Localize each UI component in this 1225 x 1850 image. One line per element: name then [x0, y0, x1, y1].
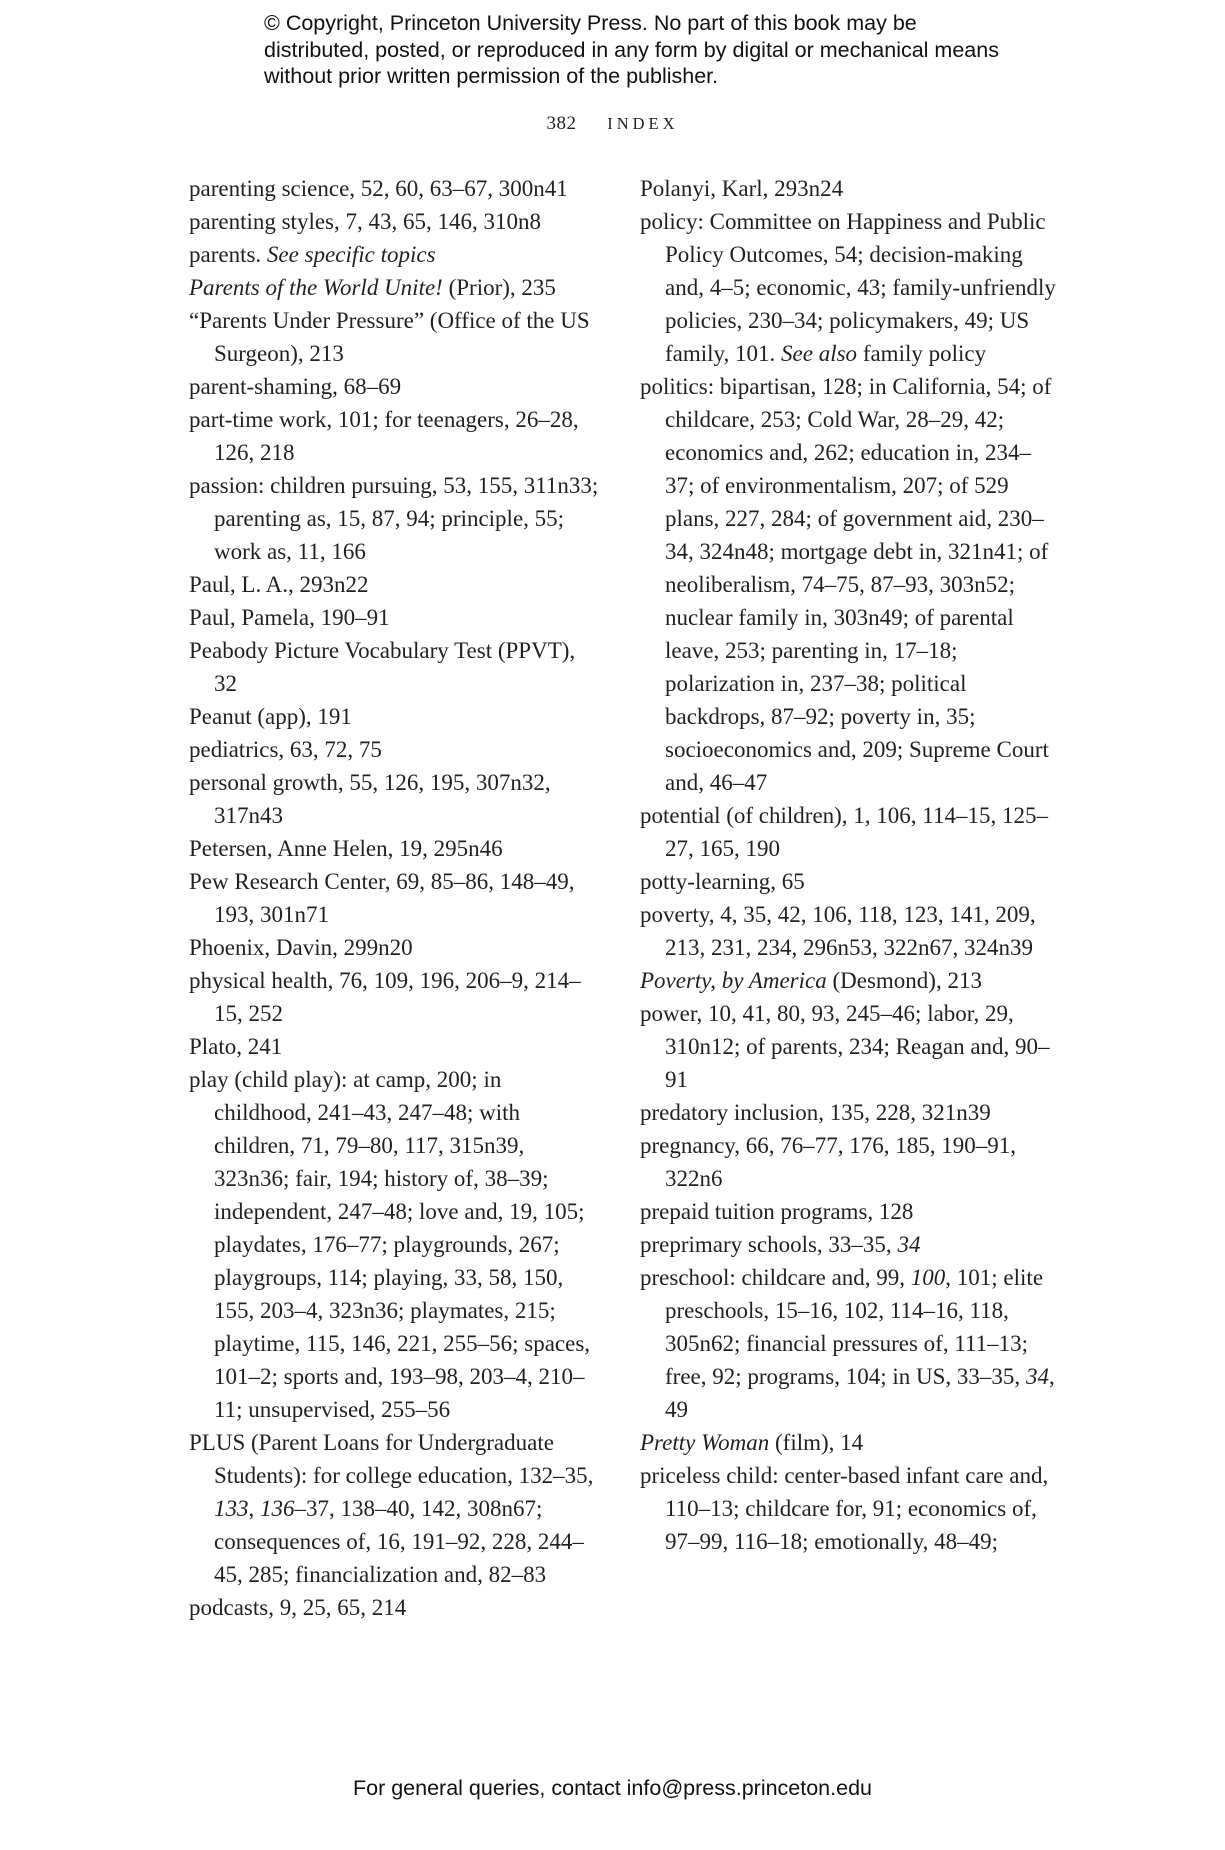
index-entry-text: physical health, 76, 109, 196, 206–9, 214–15, 252 [189, 968, 581, 1026]
index-entry [640, 1459, 1060, 1558]
index-entry-text: parenting styles, 7, 43, 65, 146, 310n8 [189, 209, 541, 234]
index-entry [189, 403, 599, 469]
index-entry-text: potential (of children), 1, 106, 114–15, 125–27, 165, 190 [640, 803, 1048, 861]
index-entry-text: priceless child: center-based infant care and, 110–13; childcare for, 91; economics of, 97–99, 116–18; emotionally, 48–49; [640, 1463, 1049, 1554]
index-entry [640, 1228, 1060, 1261]
section-title: INDEX [607, 114, 679, 133]
index-entry [640, 205, 1060, 370]
index-entry-text: Phoenix, Davin, 299n20 [189, 935, 413, 960]
index-entry-text: Petersen, Anne Helen, 19, 295n46 [189, 836, 503, 861]
index-column-right [640, 172, 1060, 1558]
index-entry-text: Pew Research Center, 69, 85–86, 148–49, 193, 301n71 [189, 869, 575, 927]
index-entry-text: parent-shaming, 68–69 [189, 374, 402, 399]
index-entry [189, 271, 599, 304]
index-entry [640, 172, 1060, 205]
index-entry [189, 865, 599, 931]
index-entry [189, 469, 599, 568]
index-entry-text: play (child play): at camp, 200; in childhood, 241–43, 247–48; with children, 71, 79–80, 117, 315n39, 323n36; fair, 194; history of, 38–39; independent, 247–48; love and, 19, 105; playdates, 176–77; playgrounds, 267; playgroups, 114; playing, 33, 58, 150, 155, 203–4, 323n36; playmates, 215; playtime, 115, 146, 221, 255–56; spaces, 101–2; sports and, 193–98, 203–4, 210–11; unsupervised, 255–56 [189, 1067, 591, 1422]
index-entry [189, 931, 599, 964]
index-entry-italic: 133 [214, 1496, 249, 1521]
index-entry-text: , 49 [665, 1364, 1055, 1422]
index-entry-italic: 34 [1025, 1364, 1049, 1389]
index-entry [189, 700, 599, 733]
index-entry-text: –37, 138–40, 142, 308n67; consequences of, 16, 191–92, 228, 244–45, 285; financialization and, 82–83 [214, 1496, 584, 1587]
index-entry-text: Polanyi, Karl, 293n24 [640, 176, 844, 201]
index-entry [189, 766, 599, 832]
index-entry [189, 832, 599, 865]
index-entry-text: (film), 14 [769, 1430, 864, 1455]
index-entry-text: parents. [189, 242, 267, 267]
index-entry [189, 304, 599, 370]
index-entry-text: Paul, Pamela, 190–91 [189, 605, 390, 630]
index-entry-italic: 100 [910, 1265, 946, 1290]
index-entry-text: personal growth, 55, 126, 195, 307n32, 317n43 [189, 770, 551, 828]
index-entry [640, 964, 1060, 997]
index-entry-text: predatory inclusion, 135, 228, 321n39 [640, 1100, 991, 1125]
index-entry [189, 1063, 599, 1426]
index-entry-text: “Parents Under Pressure” (Office of the US Surgeon), 213 [189, 308, 590, 366]
index-entry-text: preprimary schools, 33–35, [640, 1232, 898, 1257]
index-entry [640, 1261, 1060, 1426]
index-entry [640, 370, 1060, 799]
index-entry [640, 1195, 1060, 1228]
index-entry [640, 865, 1060, 898]
index-entry-text: power, 10, 41, 80, 93, 245–46; labor, 29, 310n12; of parents, 234; Reagan and, 90–91 [640, 1001, 1050, 1092]
index-entry-text: Plato, 241 [189, 1034, 283, 1059]
index-entry [640, 1129, 1060, 1195]
index-entry [189, 238, 599, 271]
index-entry [189, 370, 599, 403]
index-entry [189, 634, 599, 700]
index-entry-italic: 136 [260, 1496, 295, 1521]
index-entry-text: poverty, 4, 35, 42, 106, 118, 123, 141, 209, 213, 231, 234, 296n53, 322n67, 324n39 [640, 902, 1036, 960]
index-entry [640, 1426, 1060, 1459]
index-entry-italic: 34 [897, 1232, 921, 1257]
index-entry-text: PLUS (Parent Loans for Undergraduate Students): for college education, 132–35, [189, 1430, 594, 1488]
index-entry-text: (Prior), 235 [442, 275, 556, 300]
index-entry [189, 1030, 599, 1063]
running-head [0, 113, 1225, 135]
index-entry [640, 1096, 1060, 1129]
index-entry-text: parenting science, 52, 60, 63–67, 300n41 [189, 176, 568, 201]
index-entry-text: policy: Committee on Happiness and Public Policy Outcomes, 54; decision-making and, 4–5; economic, 43; family-unfriendly policies, 230–34; policymakers, 49; US family, 101. [640, 209, 1056, 366]
index-entry [189, 964, 599, 1030]
index-entry-text: Peabody Picture Vocabulary Test (PPVT), 32 [189, 638, 576, 696]
index-entry-text: passion: children pursuing, 53, 155, 311n33; parenting as, 15, 87, 94; principle, 55; work as, 11, 166 [189, 473, 599, 564]
index-entry-text: , [248, 1496, 260, 1521]
index-entry [640, 799, 1060, 865]
index-entry-text: Paul, L. A., 293n22 [189, 572, 369, 597]
index-entry-text: (Desmond), 213 [826, 968, 982, 993]
index-entry-italic: Parents of the World Unite! [189, 275, 443, 300]
index-entry-text: potty-learning, 65 [640, 869, 805, 894]
index-entry-text: pediatrics, 63, 72, 75 [189, 737, 382, 762]
index-entry-italic: See specific topics [266, 242, 436, 267]
index-entry [189, 1591, 599, 1624]
index-entry-text: preschool: childcare and, 99, [640, 1265, 911, 1290]
index-entry [189, 172, 599, 205]
index-entry-text: family policy [857, 341, 987, 366]
index-entry-italic: Pretty Woman [640, 1430, 770, 1455]
footer-contact: For general queries, contact info@press.princeton.edu [352, 1776, 872, 1800]
index-entry [640, 997, 1060, 1096]
index-entry [189, 205, 599, 238]
index-entry-text: podcasts, 9, 25, 65, 214 [189, 1595, 407, 1620]
index-entry [189, 568, 599, 601]
copyright-notice: © Copyright, Princeton University Press. No part of this book may be distributed, posted, or reproduced in any form by digital or mechanical means without prior written permission of the publisher. [264, 11, 999, 88]
index-entry [189, 733, 599, 766]
index-column-left [189, 172, 599, 1624]
page-number: 382 [546, 113, 577, 134]
index-entry-text: , 101; elite preschools, 15–16, 102, 114–16, 118, 305n62; financial pressures of, 111–13; free, 92; programs, 104; in US, 33–35, [665, 1265, 1044, 1389]
index-entry [189, 1426, 599, 1591]
index-entry-text: pregnancy, 66, 76–77, 176, 185, 190–91, 322n6 [640, 1133, 1017, 1191]
index-entry [640, 898, 1060, 964]
index-entry-text: politics: bipartisan, 128; in California, 54; of childcare, 253; Cold War, 28–29, 42; economics and, 262; education in, 234–37; of environmentalism, 207; of 529 plans, 227, 284; of government aid, 230–34, 324n48; mortgage debt in, 321n41; of neoliberalism, 74–75, 87–93, 303n52; nuclear family in, 303n49; of parental leave, 253; parenting in, 17–18; polarization in, 237–38; political backdrops, 87–92; poverty in, 35; socioeconomics and, 209; Supreme Court and, 46–47 [640, 374, 1052, 795]
index-entry-text: prepaid tuition programs, 128 [640, 1199, 914, 1224]
index-entry-text: part-time work, 101; for teenagers, 26–28, 126, 218 [189, 407, 579, 465]
index-entry-italic: See also [781, 341, 858, 366]
index-entry-italic: Poverty, by America [640, 968, 827, 993]
index-entry-text: Peanut (app), 191 [189, 704, 352, 729]
index-entry [189, 601, 599, 634]
